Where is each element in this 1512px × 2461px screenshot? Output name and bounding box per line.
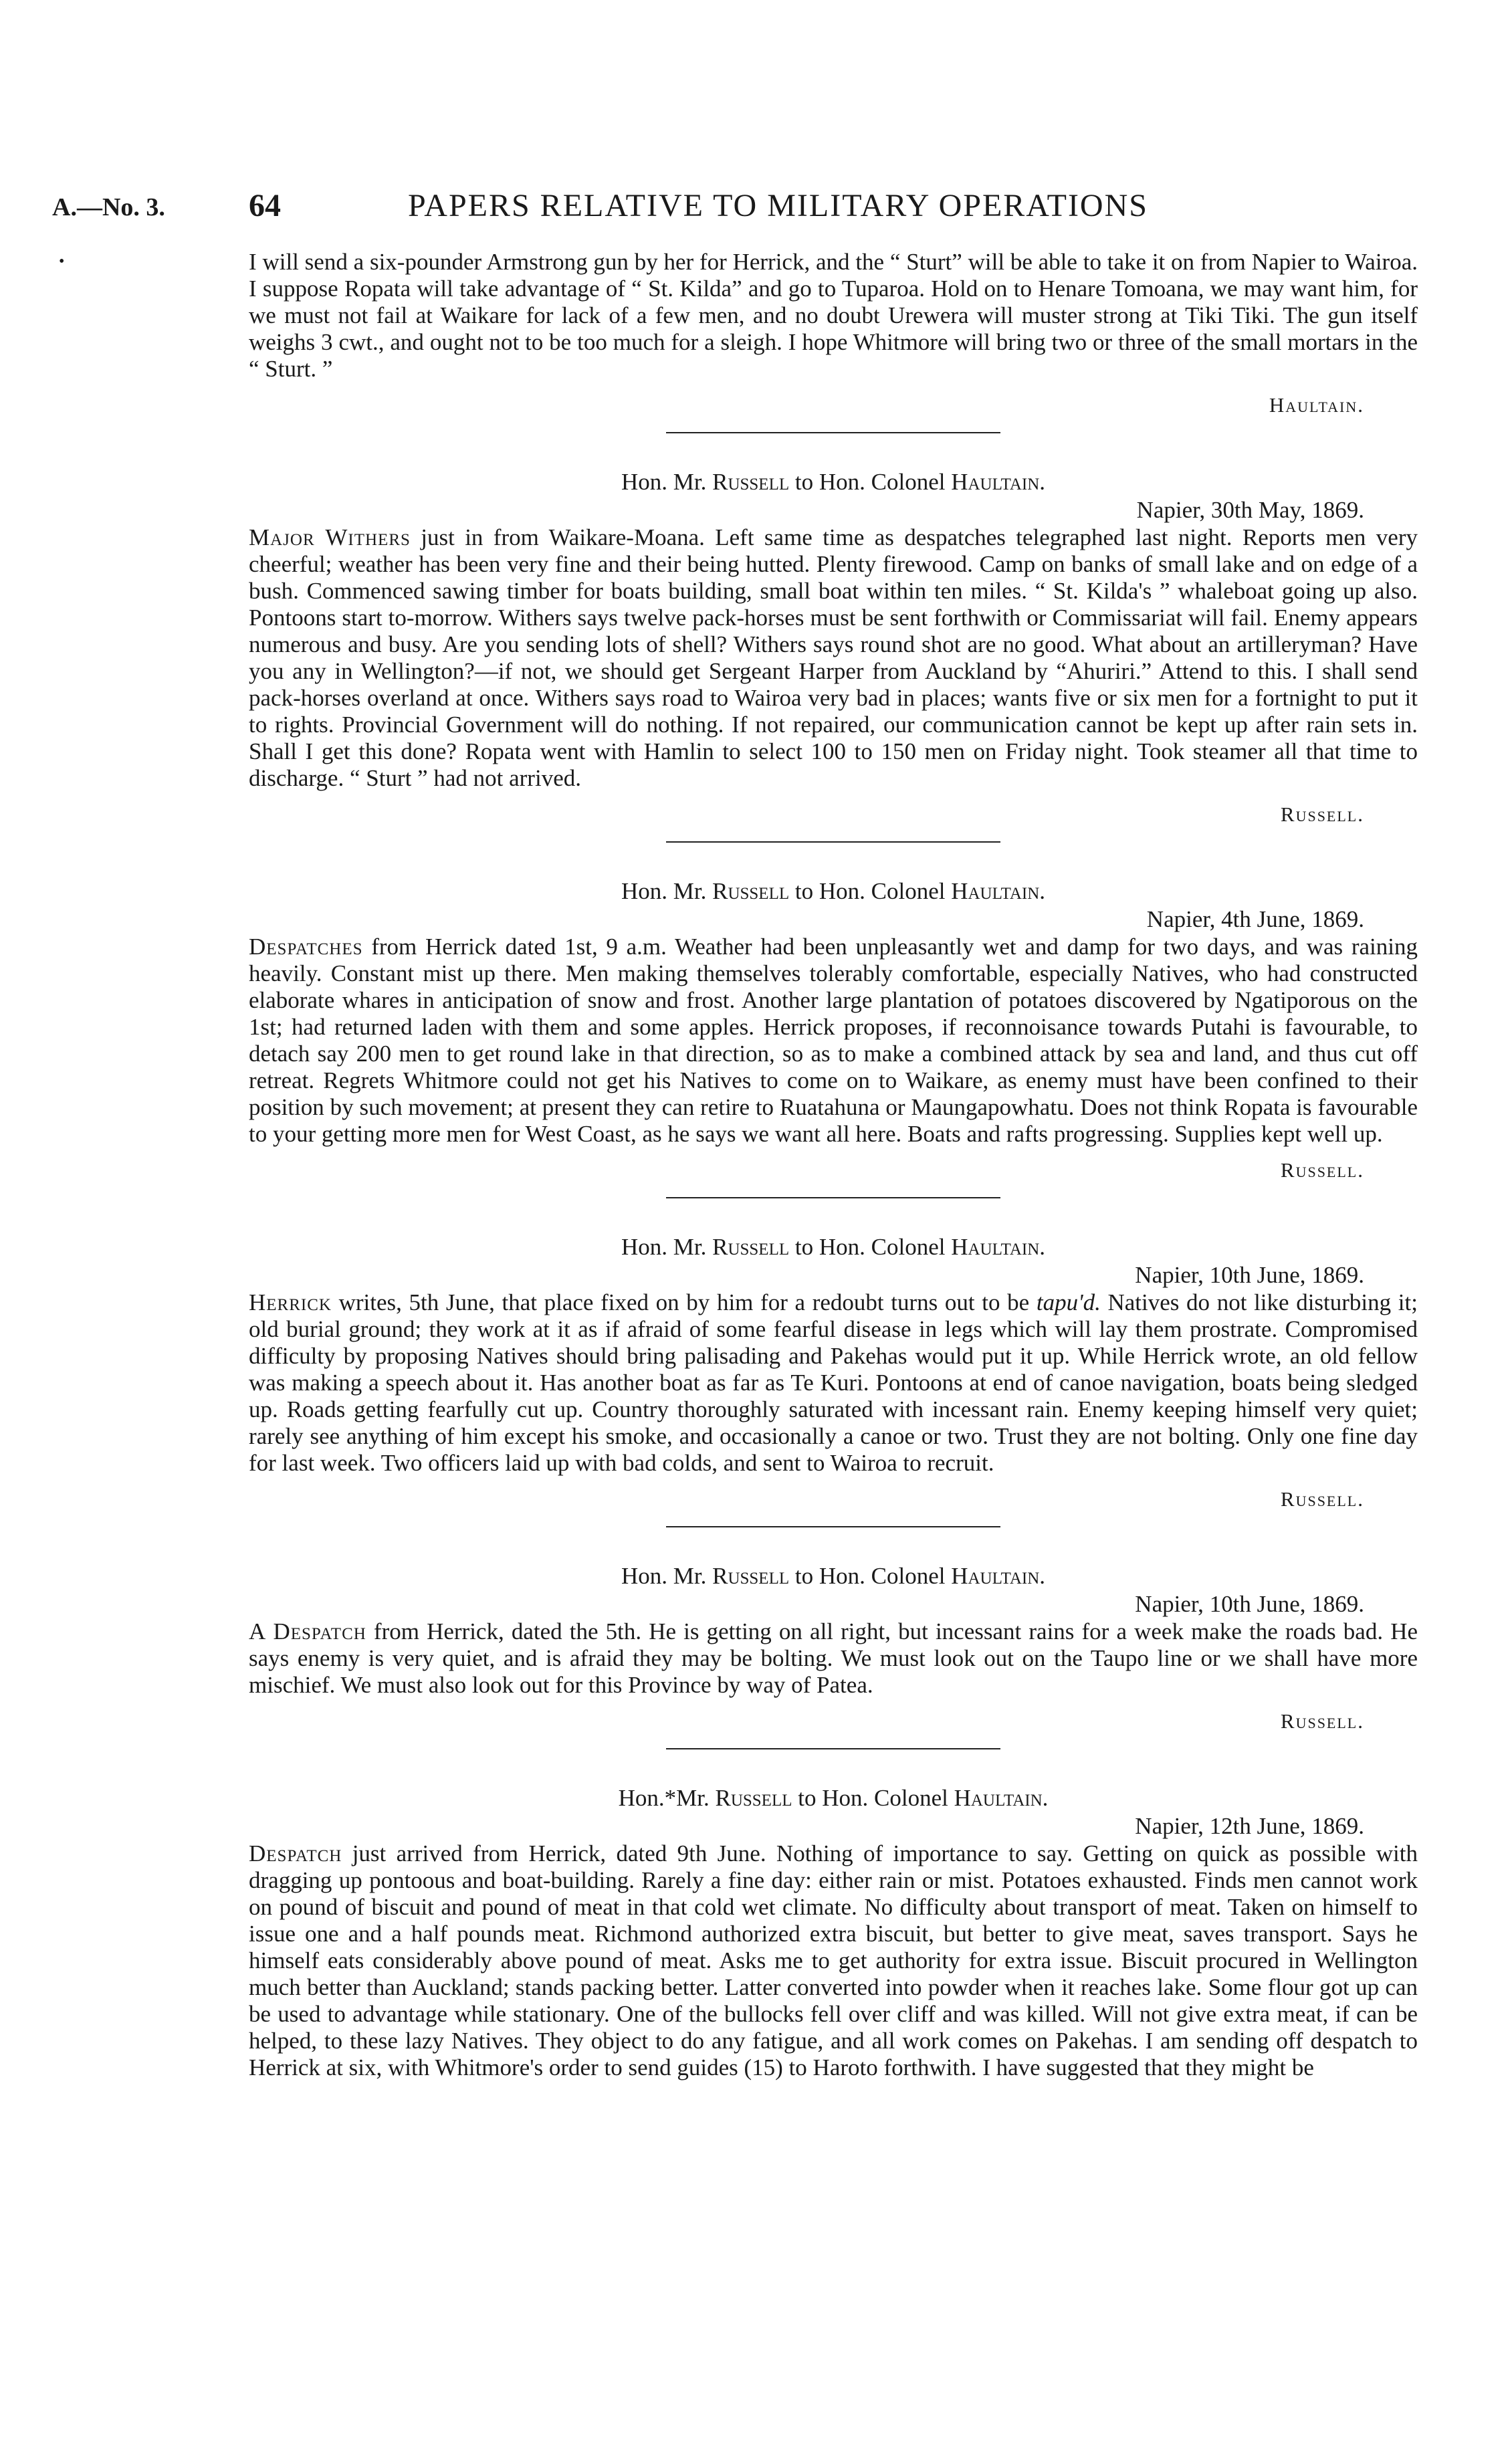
section-divider [666,841,1000,843]
sender-name: Russell [712,1234,790,1260]
message-body [249,524,1418,792]
recipient-name: Haultain. [951,1234,1046,1260]
title-middle: to Hon. Colonel [789,469,952,495]
lead-words: Herrick [249,1289,332,1315]
body-text: just in from Waikare-Moana. Left same time as despatches telegraphed last night. Reports men very cheerful; weather has been very fine and their being hutted. Plenty firewood. Camp on banks of small lake and on edge of a bush. Commenced sawing timber for boats building, small boat within ten miles. “ St. Kilda's ” whaleboat going up also. Pontoons start to-morrow. Withers says twelve pack-horses must be sent forthwith or Commissariat will fail. Enemy appears numerous and busy. Are you sending lots of shell? Withers says round shot are no good. What about an artilleryman? Have you any in Wellington?—if not, we should get Sergeant Harper from Auckland by “Ahuriri.” Attend to this. I shall send pack-horses overland at once. Withers says road to Wairoa very bad in places; wants five or six men for a fortnight to put it to rights. Provincial Government will do nothing. If not repaired, our communication cannot be kept up after rain sets in. Shall I get this done? Ropata went with Hamlin to select 100 to 150 men on Friday night. Took steamer all that time to discharge. “ Sturt ” had not arrived. [249,524,1418,791]
title-prefix: Hon. Mr. [621,1563,713,1589]
signature: Russell. [1280,1487,1364,1511]
message-title [249,1233,1418,1261]
message [249,468,1418,828]
recipient-name: Haultain. [951,878,1046,904]
section-divider [666,1197,1000,1198]
title-prefix: Hon. Mr. [621,878,713,904]
page-header [0,187,1512,227]
message-title [249,468,1418,496]
page-number: 64 [249,188,281,223]
message-title [249,1562,1418,1590]
message [249,1784,1418,2081]
italic-word: tapu'd. [1036,1289,1101,1315]
section-divider [666,1748,1000,1749]
message-body [249,934,1418,1148]
recipient-name: Haultain. [951,469,1046,495]
message [249,877,1418,1184]
message-body [249,1840,1418,2081]
message-date: Napier, 10th June, 1869. [1135,1262,1364,1288]
section-divider [666,432,1000,433]
title-prefix: Hon. Mr. [621,1234,713,1260]
message-date: Napier, 30th May, 1869. [1136,497,1364,523]
signature: Russell. [1280,1709,1364,1733]
recipient-name: Haultain. [951,1563,1046,1589]
lead-words: Major Withers [249,524,411,550]
title-middle: to Hon. Colonel [792,1785,954,1811]
page-content [249,249,1418,2081]
message-body [249,1618,1418,1699]
body-text: from Herrick, dated the 5th. He is getting on all right, but incessant rains for a week make the roads bad. He says enemy is very quiet, and is afraid they may be bolting. We must look out on the Taupo line or we shall have more mischief. We must also look out for this Province by way of Patea. [249,1618,1418,1698]
title-middle: to Hon. Colonel [789,1563,952,1589]
document-reference: A.—No. 3. [52,193,165,221]
signature: Russell. [1280,802,1364,826]
body-text: Natives do not like disturbing it; old burial ground; they work at it as if afraid of some fearful disease in legs which will lay them prostrate. Compromised difficulty by proposing Natives should bring palisading and Pakehas would put it up. While Herrick wrote, an old fellow was making a speech about it. Has another boat as far as Te Kuri. Pontoons at end of canoe navigation, boats being sledged up. Roads getting fearfully cut up. Country thoroughly saturated with incessant rain. Enemy keeping himself very quiet; rarely see anything of him except his smoke, and occasionally a canoe or two. Trust they are not bolting. Only one fine day for last week. Two officers laid up with bad colds, and sent to Wairoa to recruit. [249,1289,1418,1476]
message [249,1562,1418,1735]
title-prefix: Hon. Mr. [621,469,713,495]
recipient-name: Haultain. [954,1785,1049,1811]
section-divider [666,1526,1000,1527]
sender-name: Russell [712,878,790,904]
message-title [249,877,1418,905]
body-text: writes, 5th June, that place fixed on by him for a redoubt turns out to be [331,1289,1037,1315]
message-body [249,1289,1418,1477]
title-middle: to Hon. Colonel [789,878,952,904]
sender-name: Russell [712,469,790,495]
margin-bullet: • [59,253,65,270]
title-prefix: Hon.*Mr. [618,1785,716,1811]
body-text: just arrived from Herrick, dated 9th June. Nothing of importance to say. Getting on quick as possible with dragging up pontoous and boat-building. Rarely a fine day: either rain or mist. Potatoes exhausted. Finds men cannot work on pound of biscuit and pound of meat in that cold wet climate. No difficulty about transport of meat. Taken on himself to issue one and a half pounds meat. Richmond authorized extra biscuit, but better to give meat, saves transport. Says he himself eats considerably above pound of meat. Asks me to get authority for extra issue. Biscuit procured in Wellington much better than Auckland; stands packing better. Latter converted into powder when it reaches lake. Some flour got up can be used to advantage while stationary. One of the bullocks fell over cliff and was killed. Will not give extra meat, if can be helped, to these lazy Natives. They object to do any fatigue, and all work comes on Pakehas. I am sending off despatch to Herrick at six, with Whitmore's order to send guides (15) to Haroto forthwith. I have suggested that they might be [249,1840,1418,2080]
lead-words: A Despatch [249,1618,366,1644]
signature: Haultain. [1269,393,1364,417]
message-date: Napier, 12th June, 1869. [1135,1813,1364,1839]
title-middle: to Hon. Colonel [789,1234,952,1260]
running-title: PAPERS RELATIVE TO MILITARY OPERATIONS [408,188,1148,223]
body-text: from Herrick dated 1st, 9 a.m. Weather had been unpleasantly wet and damp for two days, and was raining heavily. Constant mist up there. Men making themselves tolerably comfortable, especially Natives, who had constructed elaborate whares in anticipation of snow and frost. Another large plantation of potatoes discovered by Ngatiporous on the 1st; had returned laden with them and some apples. Herrick proposes, if reconnoisance towards Putahi is favourable, to detach say 200 men to get round lake in that direction, so as to make a combined attack by sea and land, and thus cut off retreat. Regrets Whitmore could not get his Natives to come on to Waikare, as enemy must have been confined to their position by such movement; at present they can retire to Ruatahuna or Maungapowhatu. Does not think Ropata is favourable to your getting more men for West Coast, as he says we want all here. Boats and rafts progressing. Supplies kept well up. [249,934,1418,1147]
message-date: Napier, 4th June, 1869. [1146,906,1364,932]
message-date: Napier, 10th June, 1869. [1135,1591,1364,1617]
lead-words: Despatch [249,1840,342,1866]
sender-name: Russell [712,1563,790,1589]
sender-name: Russell [715,1785,792,1811]
lead-words: Despatches [249,934,363,960]
opening-paragraph: I will send a six-pounder Armstrong gun by her for Herrick, and the “ Sturt” will be able to take it on from Napier to Wairoa. I suppose Ropata will take advantage of “ St. Kilda” and go to Tuparoa. Hold on to Henare Tomoana, we may want him, for we must not fail at Waikare for lack of a few men, and no doubt Urewera will muster strong at Tiki Tiki. The gun itself weighs 3 cwt., and ought not to be too much for a sleigh. I hope Whitmore will bring two or three of the small mortars in the “ Sturt. ” [249,249,1418,382]
message-title [249,1784,1418,1812]
message [249,1233,1418,1513]
signature: Russell. [1280,1158,1364,1182]
